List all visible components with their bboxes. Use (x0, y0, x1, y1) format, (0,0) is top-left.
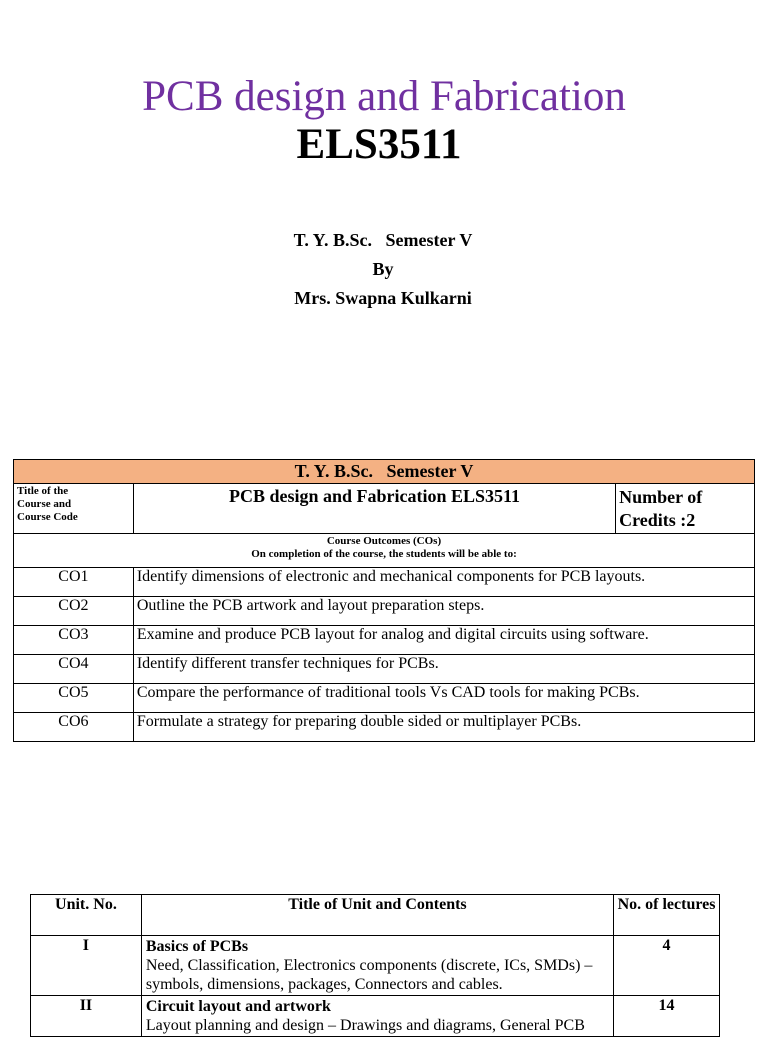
table-row (31, 936, 720, 996)
table-row (14, 597, 755, 626)
course-label-line: Course and (17, 498, 72, 510)
table-row (14, 568, 755, 597)
co-id: CO2 (14, 597, 134, 626)
outcomes-title: Course Outcomes (COs) (326, 535, 442, 547)
unit-description: Need, Classification, Electronics components (discrete, ICs, SMDs) – symbols, dimensions, packages, Connectors and cables. (145, 957, 593, 993)
course-label-line: Course Code (17, 511, 78, 523)
outcomes-header (14, 534, 755, 568)
column-header-lectures: No. of lectures (614, 895, 720, 936)
semester-text: T. Y. B.Sc. Semester V (293, 230, 473, 250)
course-label-line: Title of the (17, 485, 69, 497)
table-header-row (31, 895, 720, 936)
credits-value: Credits :2 (619, 510, 696, 530)
course-label (14, 484, 134, 534)
co-id: CO5 (14, 684, 134, 713)
unit-title: Basics of PCBs (145, 938, 249, 955)
column-header-unit-no: Unit. No. (31, 895, 142, 936)
semester-header: T. Y. B.Sc. Semester V (14, 460, 755, 484)
unit-contents (141, 996, 613, 1037)
co-id: CO1 (14, 568, 134, 597)
unit-number: I (31, 936, 142, 996)
syllabus-units-table (30, 894, 720, 1037)
unit-contents (141, 936, 613, 996)
lecture-count: 4 (614, 936, 720, 996)
table-row (14, 713, 755, 742)
lecture-count: 14 (614, 996, 720, 1037)
course-outcomes-table (13, 459, 755, 742)
co-id: CO6 (14, 713, 134, 742)
co-description: Formulate a strategy for preparing double sided or multiplayer PCBs. (133, 713, 754, 742)
outcomes-subtitle: On completion of the course, the students will be able to: (251, 548, 517, 560)
unit-description: Layout planning and design – Drawings and diagrams, General PCB (145, 1017, 585, 1034)
co-id: CO3 (14, 626, 134, 655)
author-name: Mrs. Swapna Kulkarni (294, 288, 472, 308)
course-title-cell: PCB design and Fabrication ELS3511 (133, 484, 615, 534)
co-description: Identify dimensions of electronic and mechanical components for PCB layouts. (133, 568, 754, 597)
co-description: Compare the performance of traditional tools Vs CAD tools for making PCBs. (133, 684, 754, 713)
column-header-title: Title of Unit and Contents (141, 895, 613, 936)
credits-cell (616, 484, 755, 534)
table-row (14, 626, 755, 655)
semester-line (0, 229, 766, 251)
unit-title: Circuit layout and artwork (145, 998, 331, 1015)
credits-label: Number of (619, 487, 703, 507)
table-row (31, 996, 720, 1037)
document-title: PCB design and Fabrication (142, 73, 626, 120)
co-description: Outline the PCB artwork and layout preparation steps. (133, 597, 754, 626)
by-line: By (372, 259, 394, 279)
course-code: ELS3511 (296, 121, 462, 168)
table-row (14, 684, 755, 713)
co-description: Identify different transfer techniques for PCBs. (133, 655, 754, 684)
table-row (14, 655, 755, 684)
unit-number: II (31, 996, 142, 1037)
co-id: CO4 (14, 655, 134, 684)
co-description: Examine and produce PCB layout for analog and digital circuits using software. (133, 626, 754, 655)
